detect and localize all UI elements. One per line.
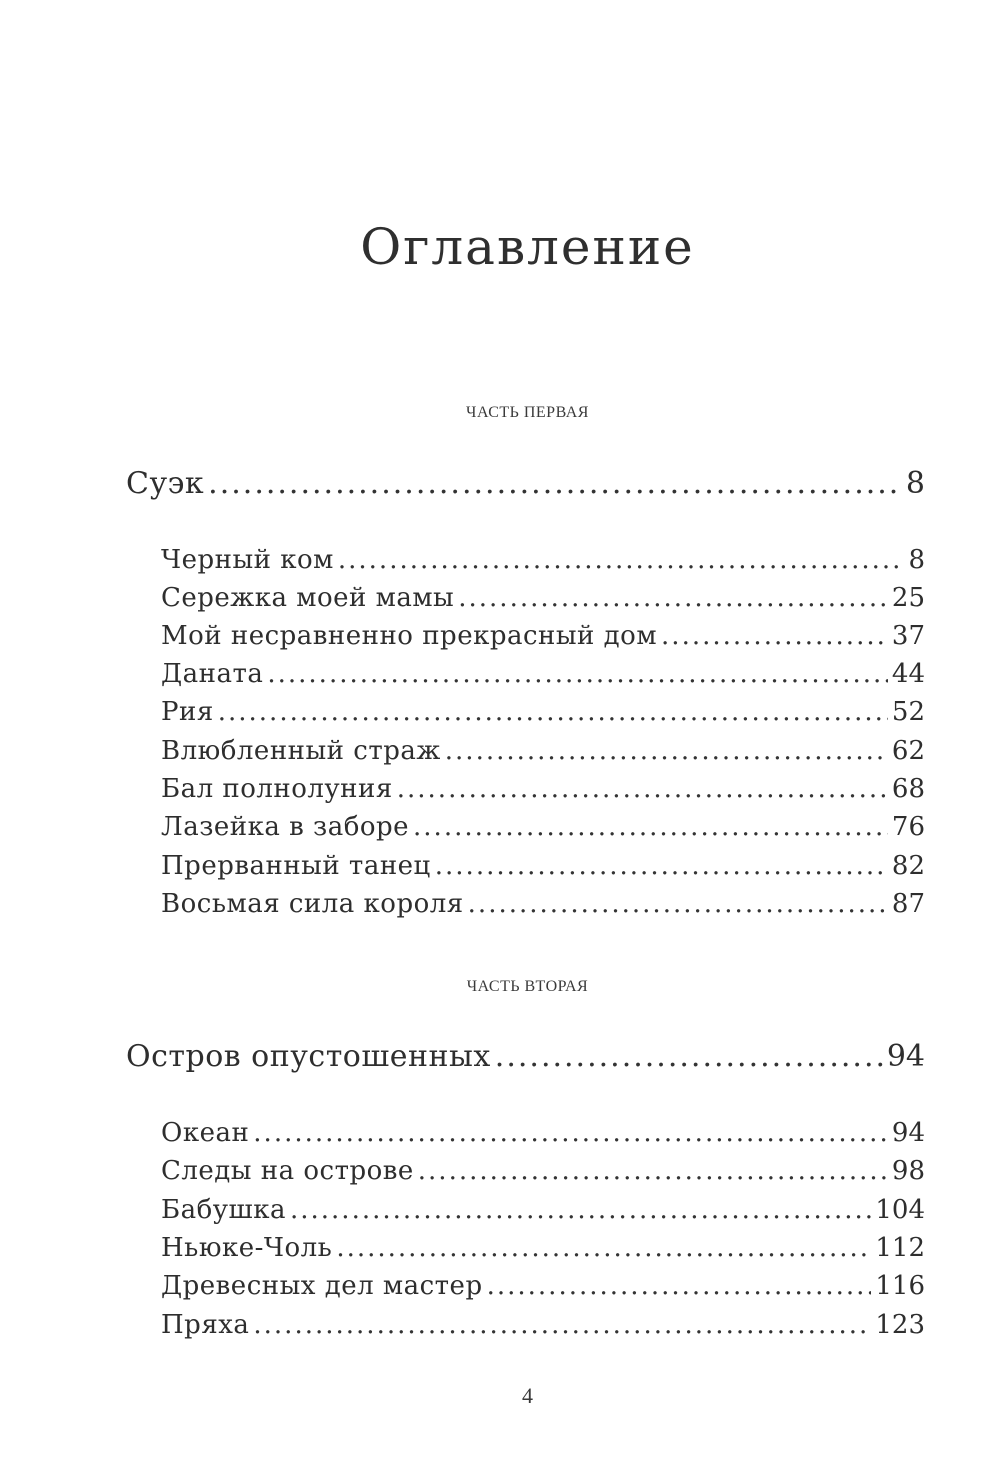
dot-leader — [253, 1118, 888, 1148]
chapter-title: Древесных дел мастер — [161, 1271, 483, 1301]
dot-leader — [418, 1156, 888, 1186]
chapter-title: Следы на острове — [161, 1156, 414, 1186]
chapter-title: Черный ком — [161, 545, 334, 575]
dot-leader — [413, 812, 888, 842]
toc-chapter-entry[interactable] — [161, 1118, 925, 1154]
toc-chapter-entry[interactable] — [161, 812, 925, 848]
toc-chapter-entry[interactable] — [161, 1156, 925, 1192]
section-title: Остров опустошенных — [126, 1039, 491, 1074]
page-number: 44 — [891, 659, 925, 689]
dot-leader — [253, 1310, 871, 1340]
page-number: 68 — [891, 774, 925, 804]
page-number: 8 — [908, 545, 925, 575]
chapter-title: Пряха — [161, 1310, 250, 1340]
chapter-title: Мой несравненно прекрасный дом — [161, 621, 658, 651]
dot-leader — [397, 774, 888, 804]
dot-leader — [336, 1233, 871, 1263]
chapter-title: Восьмая сила короля — [161, 889, 464, 919]
dot-leader — [661, 621, 888, 651]
chapter-title: Прерванный танец — [161, 851, 431, 881]
page-number: 37 — [891, 621, 925, 651]
page-number: 104 — [875, 1195, 925, 1225]
page-number: 98 — [891, 1156, 925, 1186]
toc-chapter-entry[interactable] — [161, 583, 925, 619]
page-folio: 4 — [522, 1383, 533, 1408]
toc-chapter-entry[interactable] — [161, 659, 925, 695]
chapter-title: Сережка моей мамы — [161, 583, 455, 613]
chapter-title: Бал полнолуния — [161, 774, 393, 804]
page-number: 76 — [891, 812, 925, 842]
page-number: 112 — [875, 1233, 925, 1263]
toc-chapter-entry[interactable] — [161, 1271, 925, 1307]
toc-chapter-entry[interactable] — [161, 697, 925, 733]
toc-chapter-entry[interactable] — [161, 545, 925, 581]
toc-chapter-entry[interactable] — [161, 851, 925, 887]
toc-section-entry[interactable] — [126, 1039, 925, 1079]
dot-leader — [468, 889, 888, 919]
dot-leader — [208, 466, 902, 501]
dot-leader — [218, 697, 888, 727]
dot-leader — [458, 583, 888, 613]
toc-section-entry[interactable] — [126, 466, 925, 506]
page-number: 94 — [886, 1039, 925, 1074]
page-number: 25 — [891, 583, 925, 613]
toc-chapter-entry[interactable] — [161, 1195, 925, 1231]
toc-chapter-entry[interactable] — [161, 736, 925, 772]
page-title: Оглавление — [360, 218, 695, 276]
page-number: 94 — [891, 1118, 925, 1148]
chapter-title: Рия — [161, 697, 214, 727]
section-title: Суэк — [126, 466, 205, 501]
chapter-title: Океан — [161, 1118, 250, 1148]
dot-leader — [338, 545, 905, 575]
toc-chapter-entry[interactable] — [161, 889, 925, 925]
chapter-title: Бабушка — [161, 1195, 286, 1225]
chapter-title: Влюбленный страж — [161, 736, 441, 766]
chapter-title: Ньюке-Чоль — [161, 1233, 333, 1263]
page-number: 116 — [875, 1271, 925, 1301]
chapter-title: Лазейка в заборе — [161, 812, 410, 842]
part-heading: ЧАСТЬ ПЕРВАЯ — [466, 404, 589, 421]
page-number: 8 — [905, 466, 925, 501]
dot-leader — [495, 1039, 883, 1074]
dot-leader — [435, 851, 888, 881]
dot-leader — [487, 1271, 872, 1301]
toc-chapter-entry[interactable] — [161, 1310, 925, 1346]
dot-leader — [290, 1195, 871, 1225]
toc-chapter-entry[interactable] — [161, 621, 925, 657]
page-number: 62 — [891, 736, 925, 766]
dot-leader — [267, 659, 888, 689]
toc-chapter-entry[interactable] — [161, 1233, 925, 1269]
page-number: 52 — [891, 697, 925, 727]
page-number: 123 — [875, 1310, 925, 1340]
part-heading: ЧАСТЬ ВТОРАЯ — [466, 978, 589, 995]
toc-chapter-entry[interactable] — [161, 774, 925, 810]
page-number: 82 — [891, 851, 925, 881]
dot-leader — [445, 736, 888, 766]
chapter-title: Даната — [161, 659, 264, 689]
page-number: 87 — [891, 889, 925, 919]
